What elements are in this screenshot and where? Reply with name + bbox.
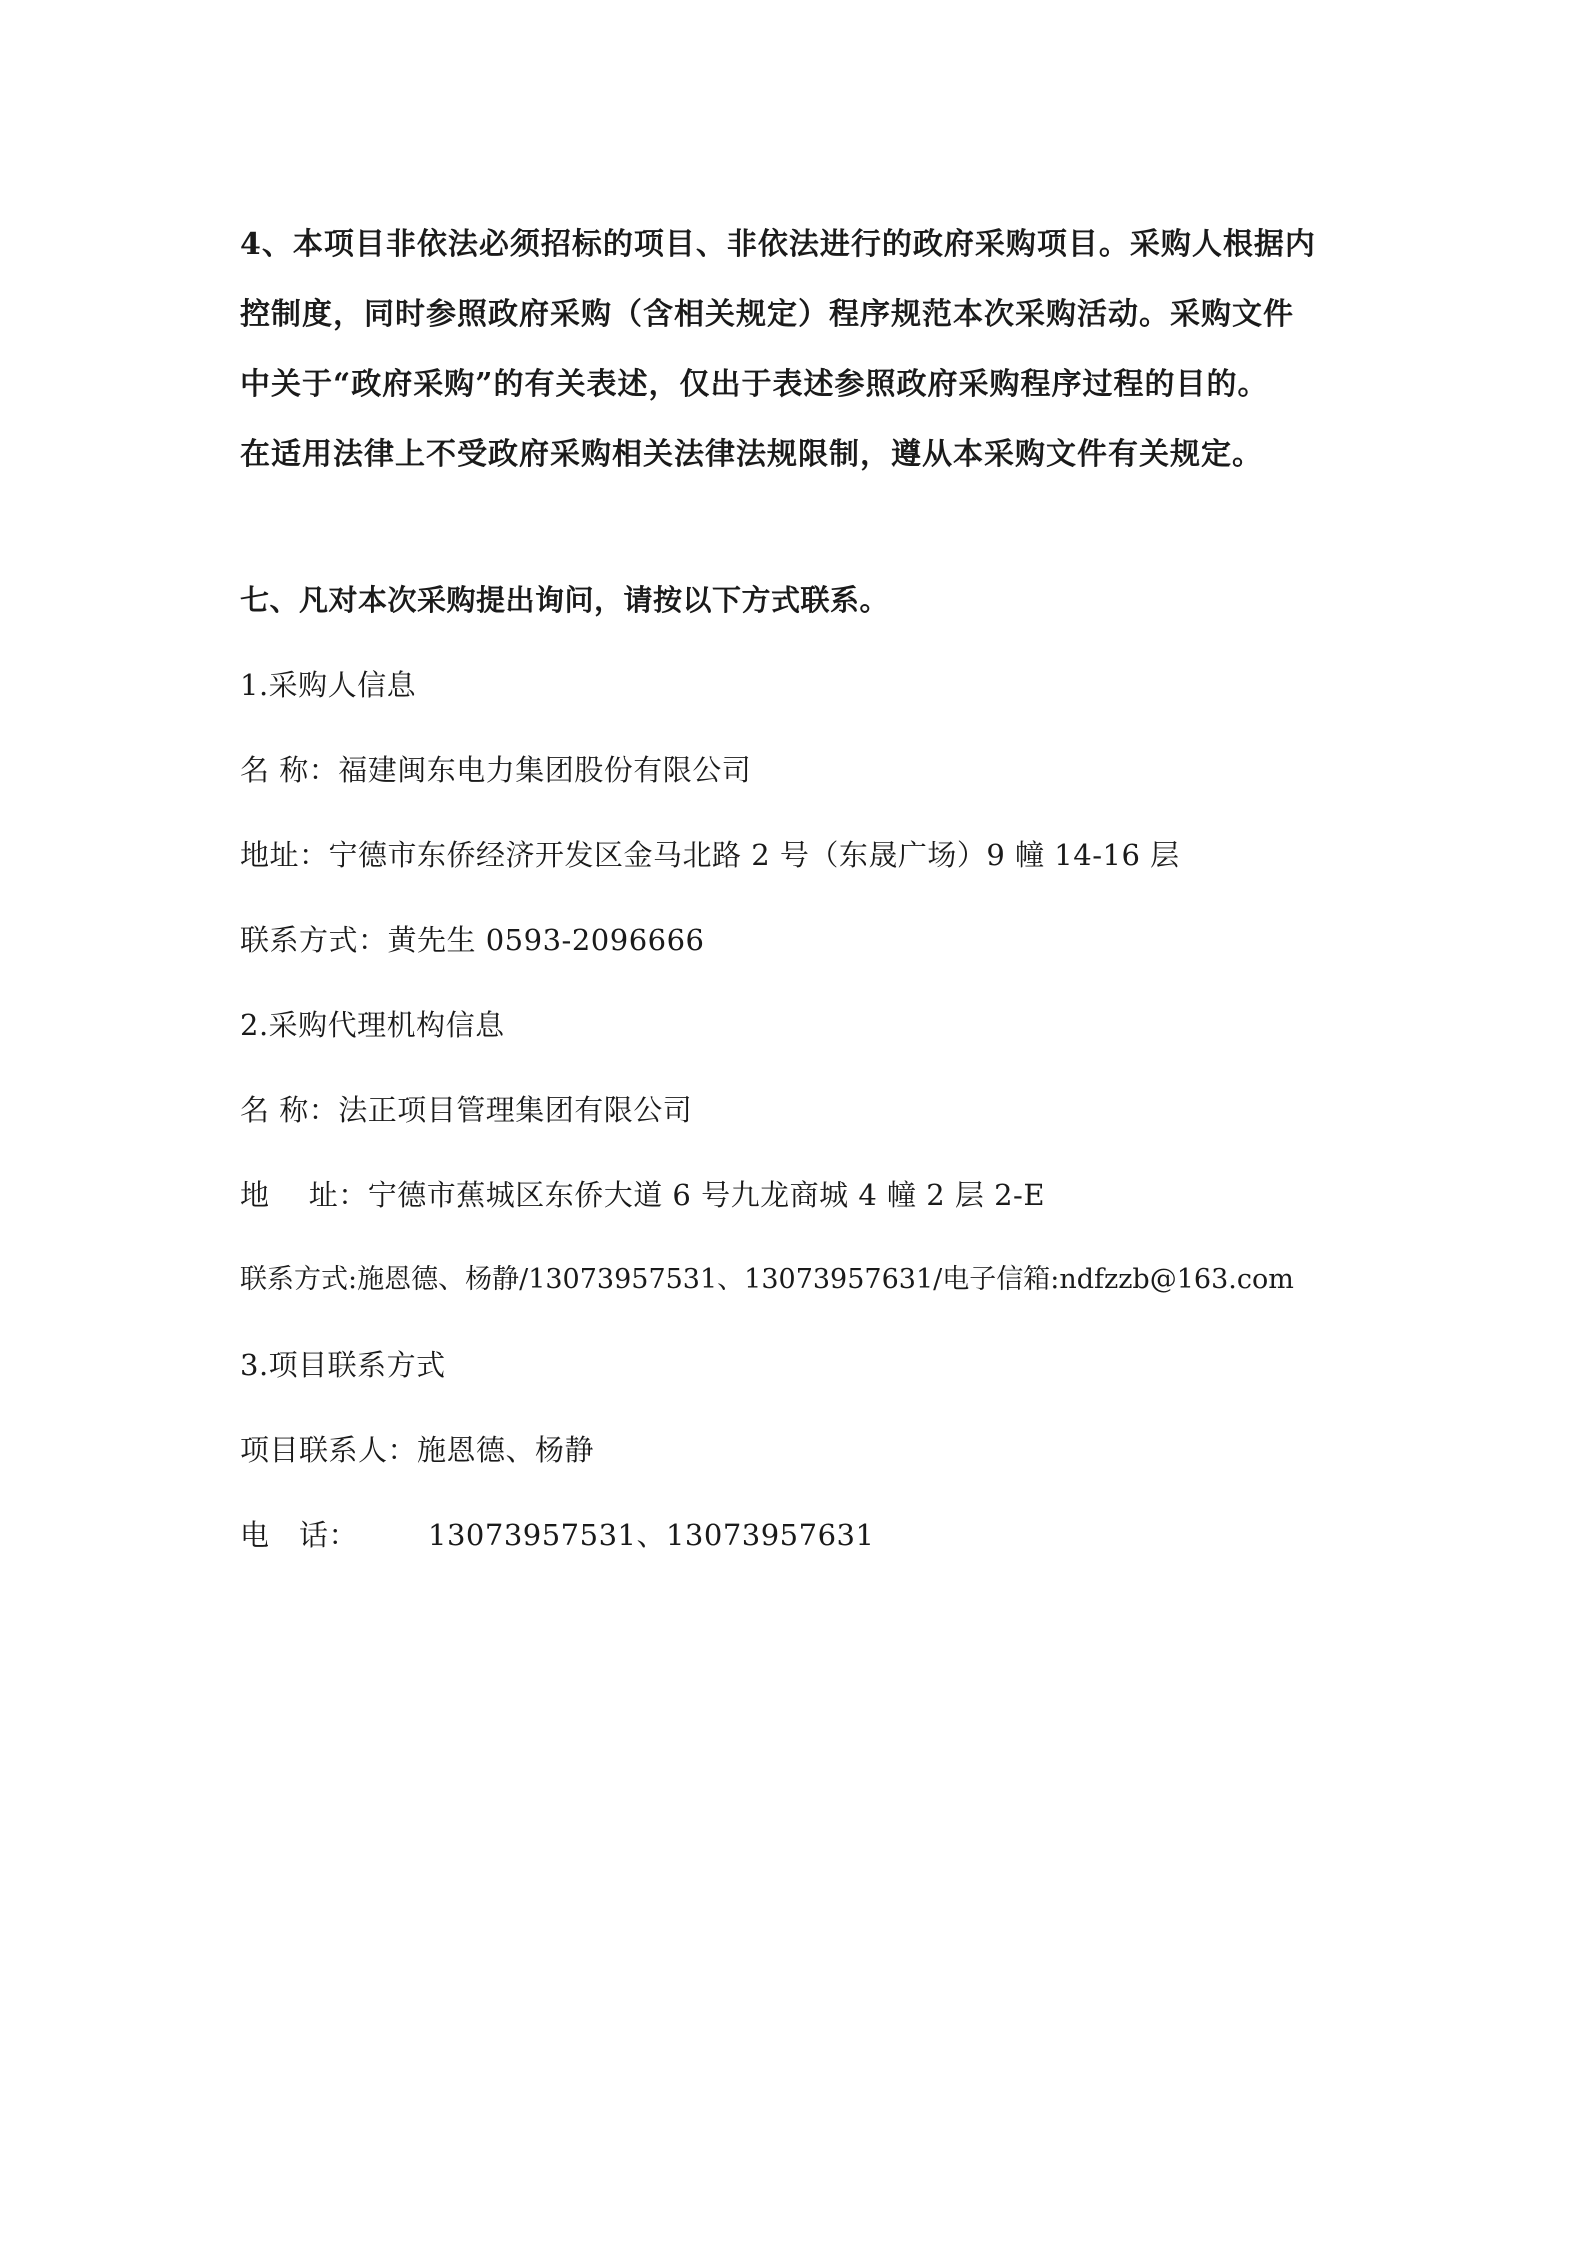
paragraph-line: 4、本项目非依法必须招标的项目、非依法进行的政府采购项目。采购人根据内 xyxy=(240,227,1316,262)
purchaser-address-label: 地址： xyxy=(240,838,329,872)
project-phone-label: 电 话： xyxy=(240,1518,359,1552)
paragraph-line: 中关于“政府采购”的有关表述，仅出于表述参照政府采购程序过程的目的。 xyxy=(240,367,1269,402)
project-phone-row xyxy=(240,1515,874,1555)
purchaser-address-value: 宁德市东侨经济开发区金马北路 2 号（东晟广场）9 幢 14-16 层 xyxy=(328,838,1180,872)
project-contact-person-row xyxy=(240,1430,594,1470)
agency-address-label: 地 址： xyxy=(240,1178,368,1212)
project-contact-heading: 3.项目联系方式 xyxy=(240,1348,446,1382)
agency-name-row xyxy=(240,1090,692,1130)
purchaser-contact-label: 联系方式： xyxy=(240,923,388,957)
purchaser-contact-row xyxy=(240,920,705,960)
agency-name-label: 名 称： xyxy=(240,1093,339,1127)
section-7-heading: 七、凡对本次采购提出询问，请按以下方式联系。 xyxy=(240,583,890,617)
purchaser-name-value: 福建闽东电力集团股份有限公司 xyxy=(338,753,752,787)
agency-name-value: 法正项目管理集团有限公司 xyxy=(338,1093,693,1127)
purchaser-name-row xyxy=(240,750,751,790)
agency-contact-row xyxy=(240,1260,1294,1300)
purchaser-address-row xyxy=(240,835,1180,875)
agency-address-row xyxy=(240,1175,1045,1215)
paragraph-line: 控制度，同时参照政府采购（含相关规定）程序规范本次采购活动。采购文件 xyxy=(240,297,1294,332)
agency-contact-value[interactable]: 施恩德、杨静/13073957531、13073957631/电子信箱:ndfzzb@163.com xyxy=(357,1264,1294,1295)
agency-contact-label: 联系方式: xyxy=(240,1264,358,1295)
section-4-paragraph xyxy=(240,210,1360,490)
paragraph-line: 在适用法律上不受政府采购相关法律法规限制，遵从本采购文件有关规定。 xyxy=(240,437,1263,472)
agency-address-value: 宁德市蕉城区东侨大道 6 号九龙商城 4 幢 2 层 2-E xyxy=(367,1178,1046,1212)
project-phone-value: 13073957531、13073957631 xyxy=(428,1518,875,1552)
project-contact-person-value: 施恩德、杨静 xyxy=(417,1433,595,1467)
purchaser-contact-value: 黄先生 0593-2096666 xyxy=(387,923,705,957)
purchaser-name-label: 名 称： xyxy=(240,753,339,787)
project-contact-person-label: 项目联系人： xyxy=(240,1433,418,1467)
agency-heading: 2.采购代理机构信息 xyxy=(240,1008,505,1042)
purchaser-heading: 1.采购人信息 xyxy=(240,668,417,702)
